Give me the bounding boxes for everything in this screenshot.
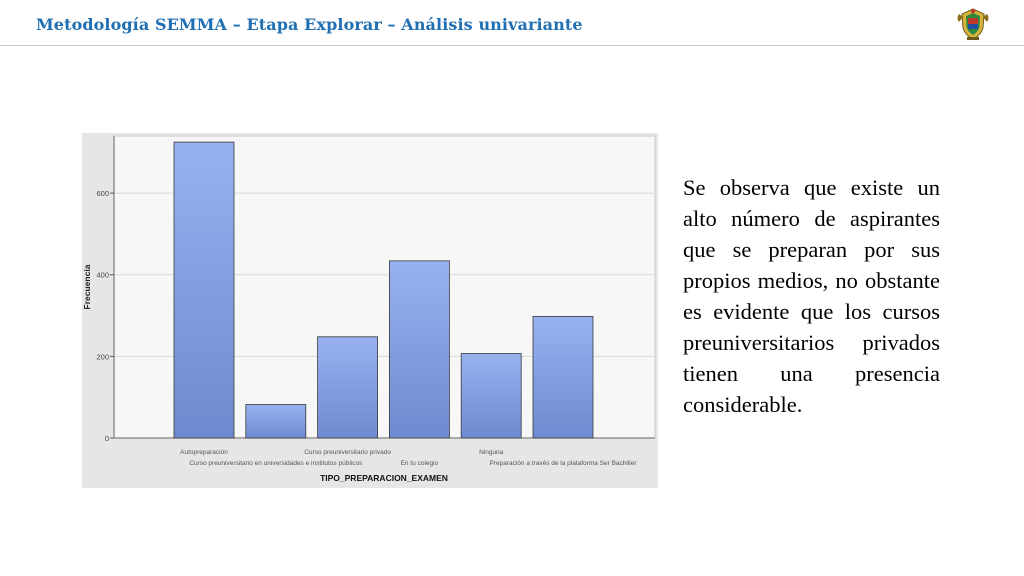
header-divider — [0, 45, 1024, 46]
x-category-label: Curso preuniversitario en universidades e institutos públicos — [189, 460, 363, 467]
bar-chart — [82, 133, 658, 488]
chart-canvas — [82, 133, 658, 488]
x-axis-label: TIPO_PREPARACION_EXAMEN — [320, 473, 448, 483]
x-category-label: En tu colegio — [400, 460, 439, 467]
bar — [318, 337, 378, 438]
analysis-description: Se observa que existe un alto número de aspirantes que se preparan por sus propios medios, no obstante es evidente que los cursos preuniversitarios privados tienen una presencia considerable. — [683, 175, 940, 417]
slide-header — [0, 0, 1024, 46]
x-category-label: Curso preuniversitario privado — [304, 449, 391, 456]
y-tick-label: 600 — [96, 189, 109, 199]
x-category-label: Ninguna — [479, 449, 504, 456]
bar — [246, 405, 306, 438]
y-tick-label: 400 — [96, 270, 109, 280]
bar — [174, 142, 234, 438]
bar — [389, 261, 449, 438]
bar — [533, 316, 593, 438]
x-category-label: Autopreparación — [180, 449, 228, 456]
y-tick-label: 0 — [104, 434, 109, 443]
y-axis-label: Frecuencia — [82, 264, 92, 310]
y-tick-label: 200 — [96, 352, 109, 362]
university-crest-icon — [955, 6, 991, 42]
slide-title: Metodología SEMMA – Etapa Explorar – Análisis univariante — [36, 15, 583, 34]
bar — [461, 354, 521, 438]
x-category-label: Preparación a través de la plataforma Ser Bachiller — [489, 460, 637, 467]
